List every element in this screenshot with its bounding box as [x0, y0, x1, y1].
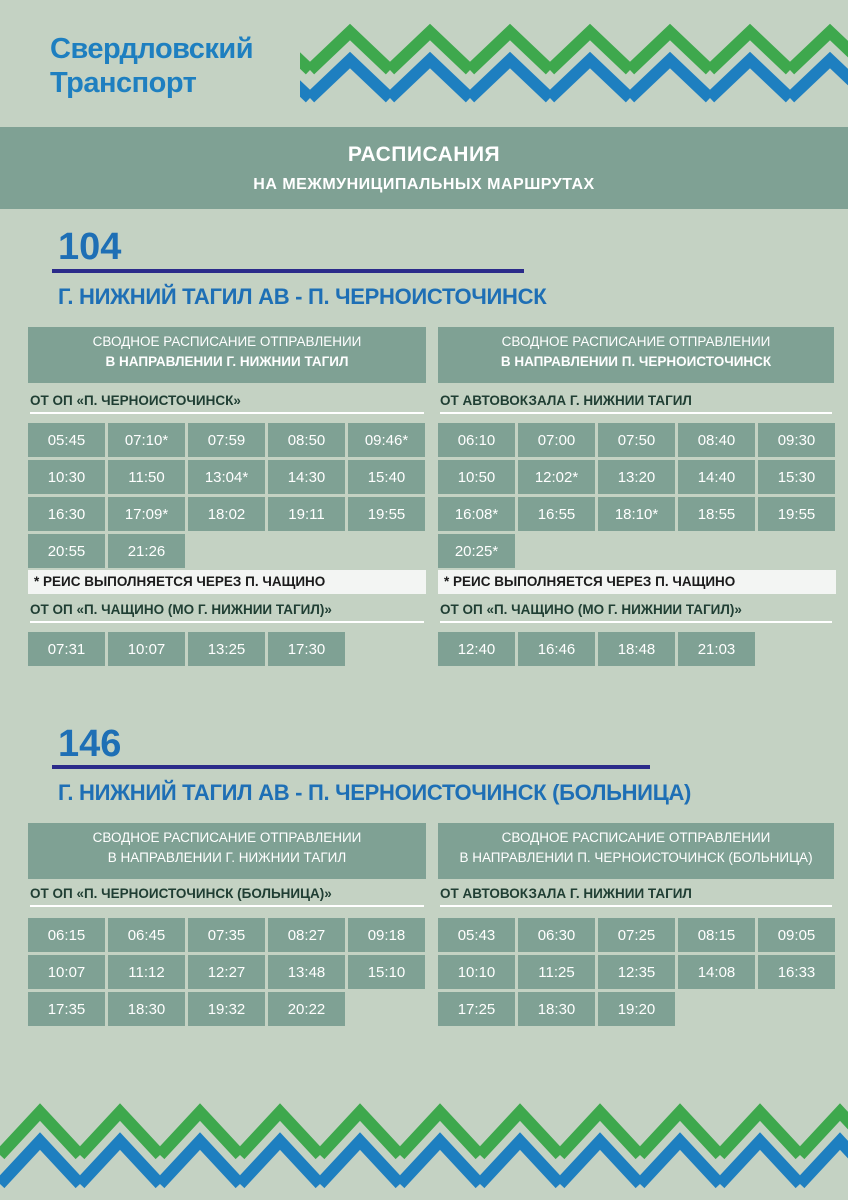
- route-146-left-header-line2: В НАПРАВЛЕНИИ Г. НИЖНИИ ТАГИЛ: [107, 850, 347, 865]
- departure-time-cell: 19:20: [598, 992, 675, 1026]
- route-146-left-header: [28, 823, 426, 879]
- departure-time-cell: 16:55: [518, 497, 595, 531]
- departure-time-cell: 13:25: [188, 632, 265, 666]
- departure-time-cell: 10:30: [28, 460, 105, 494]
- departure-time-cell: 15:30: [758, 460, 835, 494]
- route-104-left-header: [28, 327, 426, 383]
- departure-time-cell: 19:11: [268, 497, 345, 531]
- departure-time-cell: 08:50: [268, 423, 345, 457]
- route-104-right-origin: ОТ АВТОВОКЗАЛА Г. НИЖНИИ ТАГИЛ: [440, 393, 832, 414]
- footer-ornament: [0, 1100, 848, 1200]
- departure-time-cell: 08:15: [678, 918, 755, 952]
- route-146-left-times: [28, 918, 425, 1026]
- route-104-left-note: * РЕИС ВЫПОЛНЯЕТСЯ ЧЕРЕЗ П. ЧАЩИНО: [28, 570, 426, 594]
- route-104-right-origin-2: ОТ ОП «П. ЧАЩИНО (МО Г. НИЖНИИ ТАГИЛ)»: [440, 602, 832, 623]
- departure-time-cell: 16:46: [518, 632, 595, 666]
- departure-time-cell: 11:12: [108, 955, 185, 989]
- route-146-right-times: [438, 918, 835, 1026]
- departure-time-cell: 20:22: [268, 992, 345, 1026]
- departure-time-cell: 07:59: [188, 423, 265, 457]
- departure-time-cell: 10:10: [438, 955, 515, 989]
- route-146-right-origin: ОТ АВТОВОКЗАЛА Г. НИЖНИИ ТАГИЛ: [440, 886, 832, 907]
- route-146-number: 146: [58, 723, 122, 765]
- departure-time-cell: 13:20: [598, 460, 675, 494]
- departure-time-cell: 20:55: [28, 534, 105, 568]
- route-104-rule: [52, 269, 524, 273]
- departure-time-cell: 15:10: [348, 955, 425, 989]
- departure-time-cell: 12:40: [438, 632, 515, 666]
- departure-time-cell: 10:07: [108, 632, 185, 666]
- departure-time-cell: 11:50: [108, 460, 185, 494]
- departure-time-cell: 18:30: [108, 992, 185, 1026]
- departure-time-cell: 19:55: [348, 497, 425, 531]
- route-146-left-origin: ОТ ОП «П. ЧЕРНОИСТОЧИНСК (БОЛЬНИЦА)»: [30, 886, 424, 907]
- departure-time-cell: 21:03: [678, 632, 755, 666]
- departure-time-cell: 09:05: [758, 918, 835, 952]
- banner-subtitle: НА МЕЖМУНИЦИПАЛЬНЫХ МАРШРУТАХ: [253, 176, 595, 193]
- route-104-left-origin-2: ОТ ОП «П. ЧАЩИНО (МО Г. НИЖНИИ ТАГИЛ)»: [30, 602, 424, 623]
- departure-time-cell: 18:10*: [598, 497, 675, 531]
- route-104-right-times-2: [438, 632, 835, 666]
- route-104-right-note: * РЕИС ВЫПОЛНЯЕТСЯ ЧЕРЕЗ П. ЧАЩИНО: [438, 570, 836, 594]
- departure-time-cell: 13:04*: [188, 460, 265, 494]
- departure-time-cell: 18:30: [518, 992, 595, 1026]
- logo: [50, 32, 253, 100]
- logo-line-2: Транспорт: [50, 67, 197, 99]
- departure-time-cell: 06:10: [438, 423, 515, 457]
- route-146-rule: [52, 765, 650, 769]
- departure-time-cell: 16:08*: [438, 497, 515, 531]
- departure-time-cell: 19:32: [188, 992, 265, 1026]
- departure-time-cell: 12:35: [598, 955, 675, 989]
- departure-time-cell: 07:10*: [108, 423, 185, 457]
- banner-title: РАСПИСАНИЯ: [347, 143, 501, 166]
- departure-time-cell: 09:18: [348, 918, 425, 952]
- departure-time-cell: 21:26: [108, 534, 185, 568]
- route-104-left-header-line2: В НАПРАВЛЕНИИ Г. НИЖНИИ ТАГИЛ: [105, 354, 349, 369]
- departure-time-cell: 19:55: [758, 497, 835, 531]
- route-104-left-times-2: [28, 632, 425, 666]
- departure-time-cell: 17:35: [28, 992, 105, 1026]
- departure-time-cell: 14:08: [678, 955, 755, 989]
- route-104-number: 104: [58, 226, 122, 268]
- departure-time-cell: 08:27: [268, 918, 345, 952]
- departure-time-cell: 15:40: [348, 460, 425, 494]
- departure-time-cell: 05:43: [438, 918, 515, 952]
- route-104-right-header-line2: В НАПРАВЛЕНИИ П. ЧЕРНОИСТОЧИНСК: [500, 354, 772, 369]
- departure-time-cell: 17:09*: [108, 497, 185, 531]
- departure-time-cell: 09:30: [758, 423, 835, 457]
- departure-time-cell: 16:30: [28, 497, 105, 531]
- departure-time-cell: 06:15: [28, 918, 105, 952]
- route-104-title: Г. НИЖНИЙ ТАГИЛ АВ - П. ЧЕРНОИСТОЧИНСК: [58, 284, 547, 309]
- route-104-right-header: [438, 327, 834, 383]
- departure-time-cell: 13:48: [268, 955, 345, 989]
- departure-time-cell: 06:45: [108, 918, 185, 952]
- departure-time-cell: 10:07: [28, 955, 105, 989]
- departure-time-cell: 18:48: [598, 632, 675, 666]
- route-104-left-header-line1: СВОДНОЕ РАСПИСАНИЕ ОТПРАВЛЕНИИ: [92, 334, 362, 349]
- departure-time-cell: 07:00: [518, 423, 595, 457]
- title-banner: [0, 127, 848, 209]
- departure-time-cell: 16:33: [758, 955, 835, 989]
- departure-time-cell: 07:31: [28, 632, 105, 666]
- logo-line-1: Свердловский: [50, 33, 254, 65]
- route-104-left-origin: ОТ ОП «П. ЧЕРНОИСТОЧИНСК»: [30, 393, 424, 414]
- departure-time-cell: 10:50: [438, 460, 515, 494]
- departure-time-cell: 05:45: [28, 423, 105, 457]
- route-146-right-header: [438, 823, 834, 879]
- departure-time-cell: 09:46*: [348, 423, 425, 457]
- departure-time-cell: 12:02*: [518, 460, 595, 494]
- departure-time-cell: 17:30: [268, 632, 345, 666]
- departure-time-cell: 14:40: [678, 460, 755, 494]
- departure-time-cell: 07:35: [188, 918, 265, 952]
- departure-time-cell: 20:25*: [438, 534, 515, 568]
- route-104-right-times: [438, 423, 835, 568]
- departure-time-cell: 12:27: [188, 955, 265, 989]
- departure-time-cell: 07:25: [598, 918, 675, 952]
- route-104-left-times: [28, 423, 425, 568]
- header-ornament: [300, 18, 848, 118]
- departure-time-cell: 17:25: [438, 992, 515, 1026]
- route-146-right-header-line2: В НАПРАВЛЕНИИ П. ЧЕРНОИСТОЧИНСК (БОЛЬНИЦА): [459, 850, 813, 865]
- departure-time-cell: 18:55: [678, 497, 755, 531]
- departure-time-cell: 18:02: [188, 497, 265, 531]
- route-146-left-header-line1: СВОДНОЕ РАСПИСАНИЕ ОТПРАВЛЕНИИ: [92, 830, 362, 845]
- departure-time-cell: 07:50: [598, 423, 675, 457]
- route-146-title: Г. НИЖНИЙ ТАГИЛ АВ - П. ЧЕРНОИСТОЧИНСК (БОЛЬНИЦА): [58, 780, 692, 805]
- departure-time-cell: 14:30: [268, 460, 345, 494]
- departure-time-cell: 11:25: [518, 955, 595, 989]
- route-146-right-header-line1: СВОДНОЕ РАСПИСАНИЕ ОТПРАВЛЕНИИ: [501, 830, 771, 845]
- route-104-right-header-line1: СВОДНОЕ РАСПИСАНИЕ ОТПРАВЛЕНИИ: [501, 334, 771, 349]
- departure-time-cell: 08:40: [678, 423, 755, 457]
- departure-time-cell: 06:30: [518, 918, 595, 952]
